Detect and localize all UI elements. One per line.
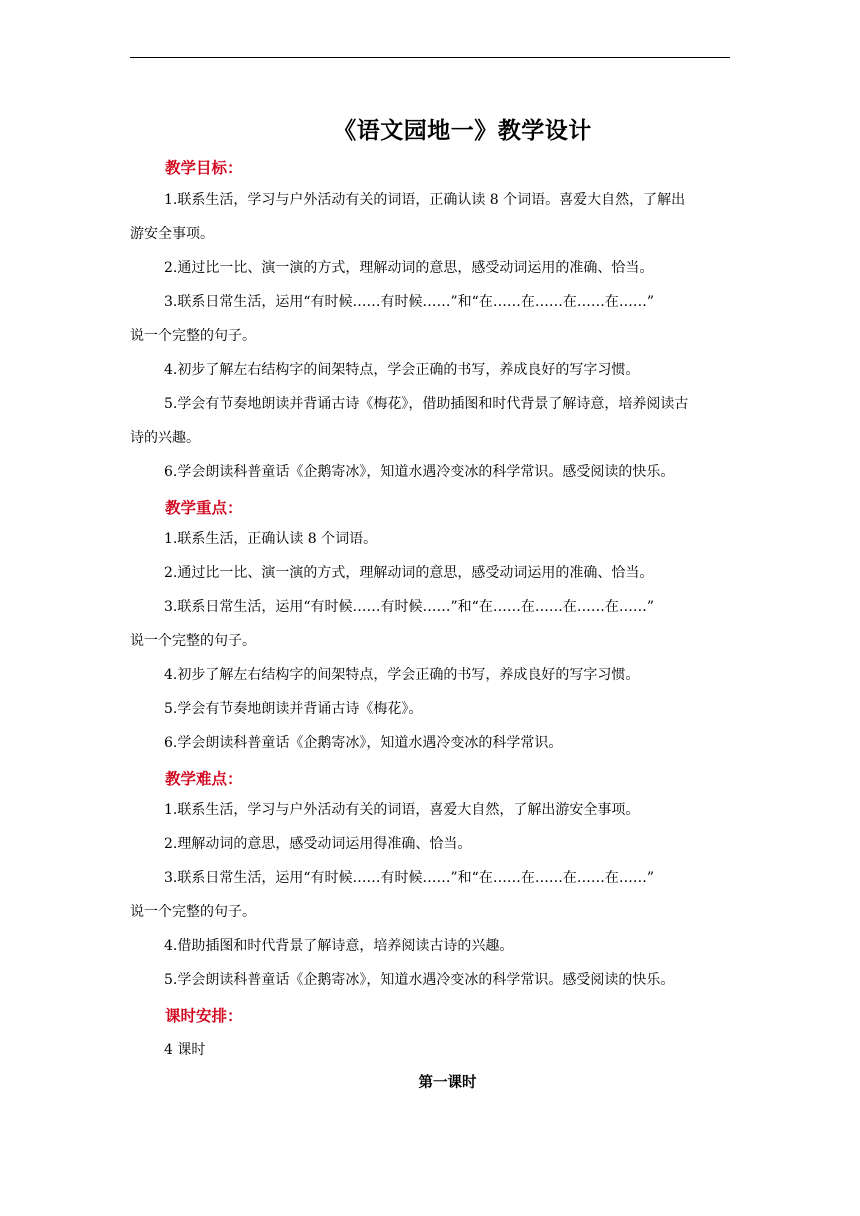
key-point-3-line-2: 说一个完整的句子。 xyxy=(130,633,256,649)
schedule-heading: 课时安排： xyxy=(165,1007,243,1025)
objective-2: 2.通过比一比、演一演的方式，理解动词的意思，感受动词运用的准确、恰当。 xyxy=(164,260,654,276)
difficulty-3-line-2: 说一个完整的句子。 xyxy=(130,904,256,920)
difficulty-5: 5.学会朗读科普童话《企鹅寄冰》，知道水遇冷变冰的科学常识。感受阅读的快乐。 xyxy=(164,972,675,988)
difficulty-1: 1.联系生活，学习与户外活动有关的词语，喜爱大自然，了解出游安全事项。 xyxy=(164,802,640,818)
objectives-heading: 教学目标： xyxy=(165,159,243,177)
objective-3-line-2: 说一个完整的句子。 xyxy=(130,328,256,344)
key-point-5: 5.学会有节奏地朗读并背诵古诗《梅花》。 xyxy=(164,701,423,717)
objective-5-line-2: 诗的兴趣。 xyxy=(130,430,200,446)
difficulty-2: 2.理解动词的意思，感受动词运用得准确、恰当。 xyxy=(164,836,472,852)
difficulty-4: 4.借助插图和时代背景了解诗意，培养阅读古诗的兴趣。 xyxy=(164,938,514,954)
lesson-one-title: 第一课时 xyxy=(418,1075,477,1091)
key-point-2: 2.通过比一比、演一演的方式，理解动词的意思，感受动词运用的准确、恰当。 xyxy=(164,565,654,581)
objective-5-line-1: 5.学会有节奏地朗读并背诵古诗《梅花》，借助插图和时代背景了解诗意，培养阅读古 xyxy=(164,396,689,412)
document-title: 《语文园地一》教学设计 xyxy=(333,118,592,144)
difficulties-heading: 教学难点： xyxy=(165,770,243,788)
key-point-3-line-1: 3.联系日常生活，运用“有时候……有时候……”和“在……在……在……在……” xyxy=(164,599,654,615)
key-point-6: 6.学会朗读科普童话《企鹅寄冰》，知道水遇冷变冰的科学常识。 xyxy=(164,735,563,751)
key-points-heading: 教学重点： xyxy=(165,499,243,517)
schedule-value: 4 课时 xyxy=(164,1042,206,1058)
objective-6: 6.学会朗读科普童话《企鹅寄冰》，知道水遇冷变冰的科学常识。感受阅读的快乐。 xyxy=(164,464,675,480)
header-rule xyxy=(130,57,730,58)
difficulty-3-line-1: 3.联系日常生活，运用“有时候……有时候……”和“在……在……在……在……” xyxy=(164,870,654,886)
objective-1-line-1: 1.联系生活，学习与户外活动有关的词语，正确认读 8 个词语。喜爱大自然，了解出 xyxy=(164,192,686,208)
objective-3-line-1: 3.联系日常生活，运用“有时候……有时候……”和“在……在……在……在……” xyxy=(164,294,654,310)
key-point-4: 4.初步了解左右结构字的间架特点，学会正确的书写，养成良好的写字习惯。 xyxy=(164,667,640,683)
objective-1-line-2: 游安全事项。 xyxy=(130,226,214,242)
key-point-1: 1.联系生活，正确认读 8 个词语。 xyxy=(164,531,378,547)
objective-4: 4.初步了解左右结构字的间架特点，学会正确的书写，养成良好的写字习惯。 xyxy=(164,362,640,378)
